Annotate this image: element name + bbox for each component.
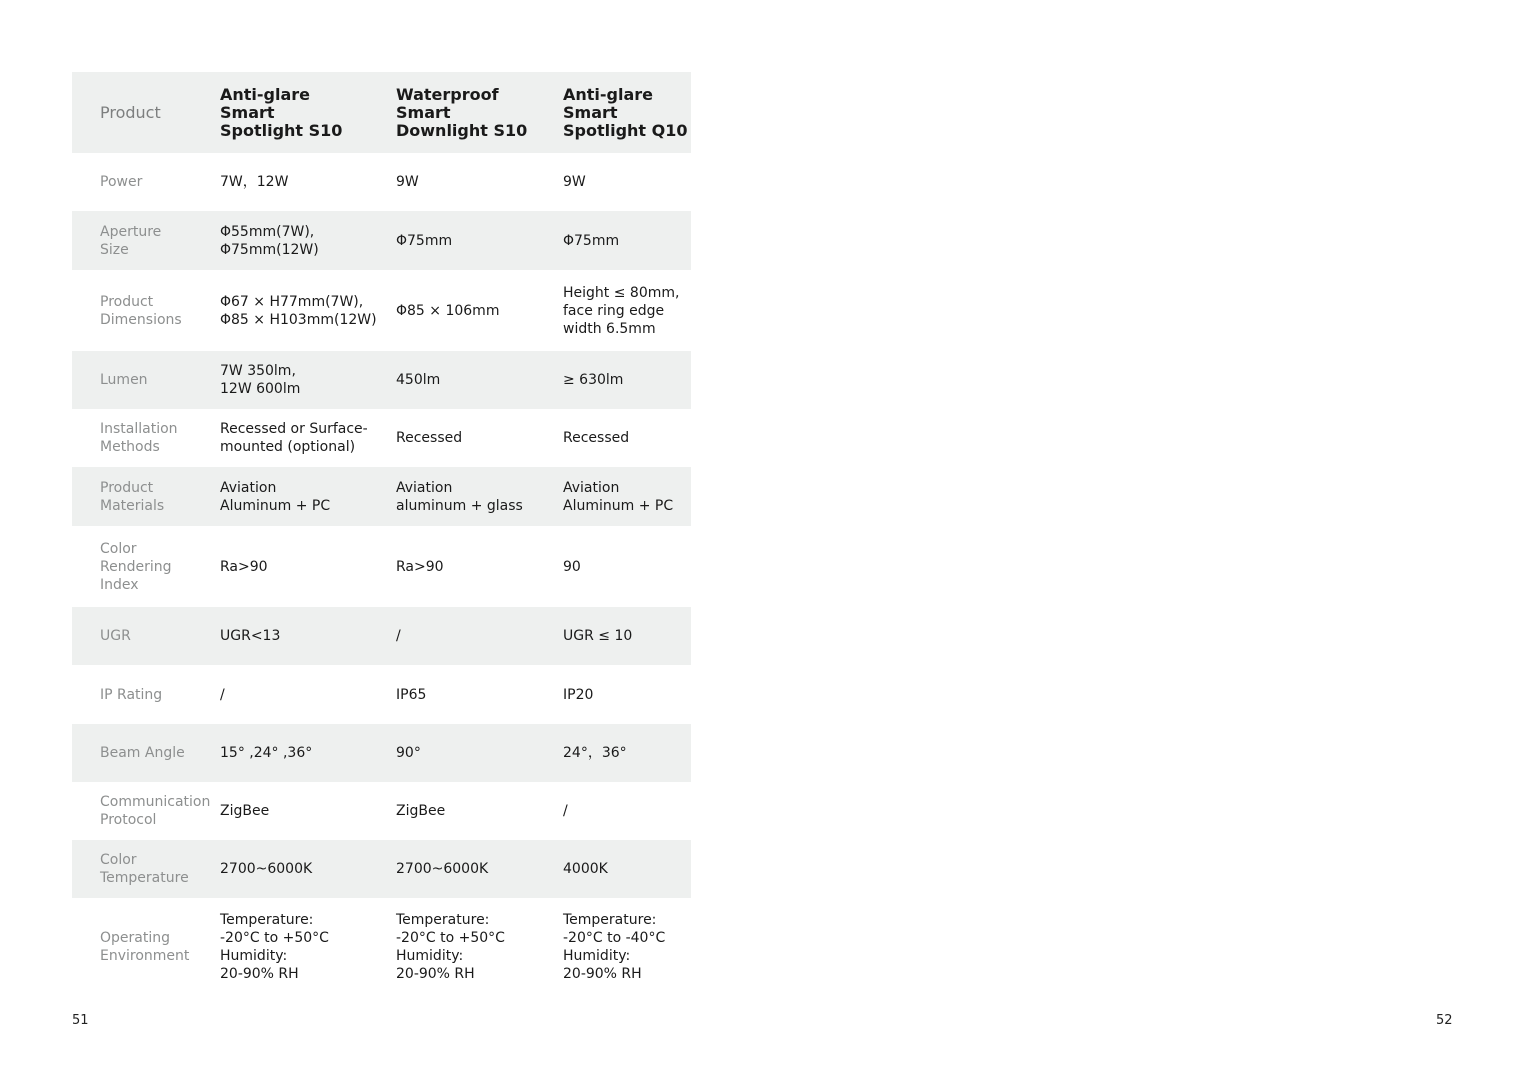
table-row [72,665,691,724]
row-label: Installation Methods [100,421,178,455]
table-cell: Recessed [396,430,463,446]
table-row [72,467,691,526]
table-cell: ZigBee [220,803,270,819]
table-cell: Height ≤ 80mm, face ring edge width 6.5mm [563,284,680,337]
row-label: Aperture Size [100,223,162,258]
table-cell: 9W [396,174,419,190]
row-label: Product Materials [100,479,165,514]
table-cell: Aviation Aluminum + PC [220,479,331,514]
table-row [72,270,691,351]
spec-table [72,72,691,996]
table-cell: Φ75mm [396,232,453,249]
row-label: Communication Protocol [100,794,211,828]
table-row [72,782,691,840]
table-cell: IP65 [396,686,427,703]
table-row [72,409,691,467]
table-cell: ≥ 630lm [563,372,624,388]
table-cell: 90 [563,558,581,575]
table-cell: UGR<13 [220,628,281,644]
table-cell: Temperature: -20°C to +50°C Humidity: 20-90% RH [396,912,505,982]
table-cell: Recessed [563,430,630,446]
table-cell: 2700~6000K [220,861,313,877]
table-cell: / [563,803,568,819]
table-cell: 4000K [563,861,608,877]
header-cell: Anti-glare Smart Spotlight Q10 [563,84,688,140]
table-cell: Ra>90 [396,558,444,575]
table-cell: 90° [396,745,421,761]
table-cell: Aviation Aluminum + PC [563,479,674,514]
table-cell: Recessed or Surface- mounted (optional) [220,421,368,455]
table-row [72,351,691,409]
row-label: Operating Environment [100,930,190,964]
table-cell: 2700~6000K [396,861,489,877]
table-row [72,153,691,211]
row-label: Color Rendering Index [100,540,172,593]
table-cell: ZigBee [396,803,446,819]
row-label: IP Rating [100,686,163,703]
page-number-left: 51 [72,1013,89,1028]
row-label: Lumen [100,372,148,388]
table-row [72,898,691,996]
table-cell: 24°，36° [563,745,627,761]
table-row [72,724,691,782]
table-cell: 450lm [396,372,441,388]
table-cell: Φ55mm(7W), Φ75mm(12W) [220,223,319,258]
table-cell: 15° ,24° ,36° [220,745,313,761]
table-cell: Temperature: -20°C to -40°C Humidity: 20-90% RH [563,912,666,982]
table-cell: 7W 350lm, 12W 600lm [220,363,301,397]
table-cell: 9W [563,174,586,190]
page-number-right: 52 [1436,1013,1453,1028]
header-cell: Anti-glare Smart Spotlight S10 [220,84,343,140]
table-cell: Temperature: -20°C to +50°C Humidity: 20-90% RH [220,912,329,982]
table-cell: Φ75mm [563,232,620,249]
row-label: Beam Angle [100,745,185,761]
table-header-row [72,72,691,153]
table-cell: 7W，12W [220,174,289,190]
table-cell: Φ85 × 106mm [396,302,500,319]
row-label: Color Temperature [100,852,189,886]
row-label: Power [100,174,143,190]
table-cell: / [396,628,401,644]
row-label: Product Dimensions [100,293,182,328]
table-cell: / [220,686,225,703]
header-cell: Product [100,102,161,122]
table-row [72,607,691,665]
table-cell: UGR ≤ 10 [563,628,633,644]
table-cell: Φ67 × H77mm(7W), Φ85 × H103mm(12W) [220,293,377,328]
table-cell: IP20 [563,686,594,703]
table-row [72,211,691,270]
row-label: UGR [100,628,131,644]
table-row [72,840,691,898]
table-cell: Aviation aluminum + glass [396,479,523,514]
table-cell: Ra>90 [220,558,268,575]
header-cell: Waterproof Smart Downlight S10 [396,84,528,140]
table-row [72,526,691,607]
